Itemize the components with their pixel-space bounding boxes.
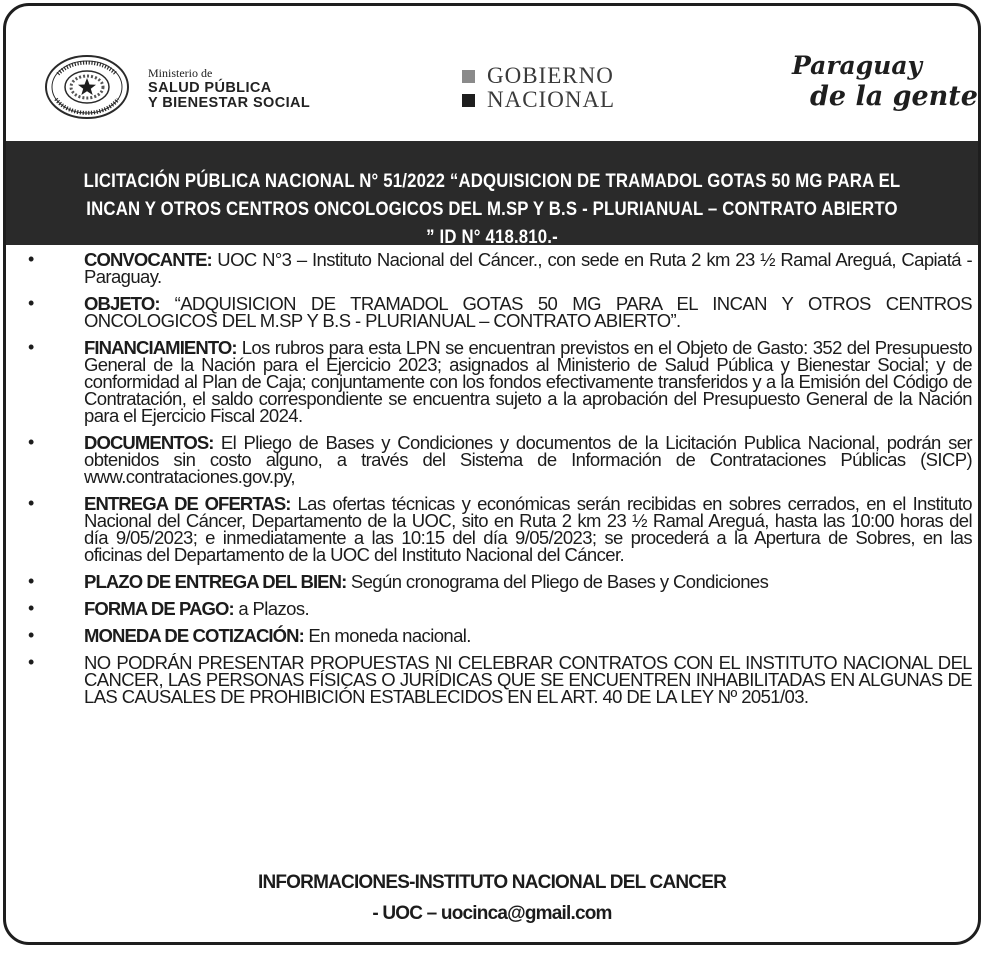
gobierno-line1: GOBIERNO	[487, 63, 614, 88]
bullet-icon: •	[28, 337, 34, 357]
bullet-icon: •	[28, 598, 34, 618]
bullet-icon: •	[28, 432, 34, 452]
slogan-logo	[788, 51, 981, 113]
item-text: UOC N°3 – Instituto Nacional del Cáncer., con sede en Ruta 2 km 23 ½ Ramal Areguá, Capiatá - Paraguay.	[84, 249, 972, 287]
item-text: El Pliego de Bases y Condiciones y documentos de la Licitación Publica Nacional, podrán ser obtenidos sin costo alguno, a través del Sistema de Información de Contrataciones Públicas (SICP) www.contrataciones.gov.py,	[84, 432, 972, 487]
list-item	[28, 339, 972, 424]
item-text: Según cronograma del Pliego de Bases y Condiciones	[346, 571, 769, 592]
item-text: Las ofertas técnicas y económicas serán recibidas en sobres cerrados, en el Instituto Nacional del Cáncer, Departamento de la UOC, sito en Ruta 2 km 23 ½ Ramal Areguá, hasta las 10:00 horas del día 9/05/2023; e inmediatamente a las 10:15 del día 9/05/2023; se procederá a la Apertura de Sobres, en las oficinas del Departamento de la UOC del Instituto Nacional del Cáncer.	[84, 493, 972, 565]
ministry-name	[148, 66, 310, 111]
footer-contact: - UOC – uocinca@gmail.com	[372, 903, 612, 924]
item-text: a Plazos.	[233, 598, 310, 619]
slogan-line1: Paraguay	[792, 51, 923, 80]
footer-info: INFORMACIONES-INSTITUTO NACIONAL DEL CANCER	[257, 872, 727, 893]
item-label: ENTREGA DE OFERTAS:	[84, 493, 291, 514]
item-label: FORMA DE PAGO:	[84, 598, 234, 619]
ministry-line1: SALUD PÚBLICA	[148, 80, 272, 96]
ministry-line2: Y BIENESTAR SOCIAL	[148, 95, 311, 111]
list-item	[28, 434, 972, 485]
national-seal-icon	[44, 54, 130, 120]
notice-title: LICITACIÓN PÚBLICA NACIONAL N° 51/2022 “ADQUISICION DE TRAMADOL GOTAS 50 MG PARA EL INCAN Y OTROS CENTROS ONCOLOGICOS DEL M.SP Y B.S - PLURIANUAL – CONTRATO ABIERTO ” ID N° 418.810.-	[83, 170, 901, 248]
gobierno-line2: NACIONAL	[487, 87, 616, 112]
item-text: En moneda nacional.	[303, 625, 471, 646]
bullet-icon: •	[28, 293, 34, 313]
bullet-icon: •	[28, 493, 34, 513]
header	[6, 6, 978, 141]
gray-square-icon	[462, 70, 475, 83]
item-text: NO PODRÁN PRESENTAR PROPUESTAS NI CELEBRAR CONTRATOS CON EL INSTITUTO NACIONAL DEL CANCER, LAS PERSONAS FÍSICAS O JURÍDICAS QUE SE ENCUENTREN INHABILITADAS EN ALGUNAS DE LAS CAUSALES DE PROHIBICIÓN ESTABLECIDOS EN EL ART. 40 DE LA LEY Nº 2051/03.	[84, 652, 972, 707]
slogan-line2: de la gente	[810, 81, 978, 112]
item-text: “ADQUISICION DE TRAMADOL GOTAS 50 MG PARA EL INCAN Y OTROS CENTROS ONCOLOGICOS DEL M.SP Y B.S - PLURIANUAL – CONTRATO ABIERTO”.	[84, 293, 972, 331]
list-item	[28, 600, 972, 617]
item-label: CONVOCANTE:	[84, 249, 212, 270]
title-banner	[6, 141, 978, 248]
gobierno-nacional-logo	[462, 64, 615, 112]
list-item	[28, 654, 972, 705]
list-item	[28, 495, 972, 563]
list-item	[28, 627, 972, 644]
bullet-icon: •	[28, 571, 34, 591]
bullet-icon: •	[28, 625, 34, 645]
list-item	[28, 251, 972, 285]
bullet-icon: •	[28, 652, 34, 672]
item-label: FINANCIAMIENTO:	[84, 337, 237, 358]
ministry-label: Ministerio de	[148, 66, 213, 80]
item-text: Los rubros para esta LPN se encuentran previstos en el Objeto de Gasto: 352 del Presupuesto General de la Nación para el Ejercicio 2023; asignados al Ministerio de Salud Pública y Bienestar Social; y de conformidad al Plan de Caja; conjuntamente con los fondos efectivamente transferidos y a la Emisión del Código de Contratación, el saldo correspondiente se encuentra sujeto a la aprobación del Presupuesto General de la Nación para el Ejercicio Fiscal 2024.	[84, 337, 972, 426]
item-label: MONEDA DE COTIZACIÓN:	[84, 625, 304, 646]
ministry-logo	[40, 52, 380, 124]
notice-frame	[3, 3, 981, 945]
list-item	[28, 295, 972, 329]
item-label: DOCUMENTOS:	[84, 432, 214, 453]
notice-items	[28, 251, 972, 715]
black-square-icon	[462, 94, 475, 107]
item-label: OBJETO:	[84, 293, 160, 314]
list-item	[28, 573, 972, 590]
bullet-icon: •	[28, 249, 34, 269]
item-label: PLAZO DE ENTREGA DEL BIEN:	[84, 571, 347, 592]
